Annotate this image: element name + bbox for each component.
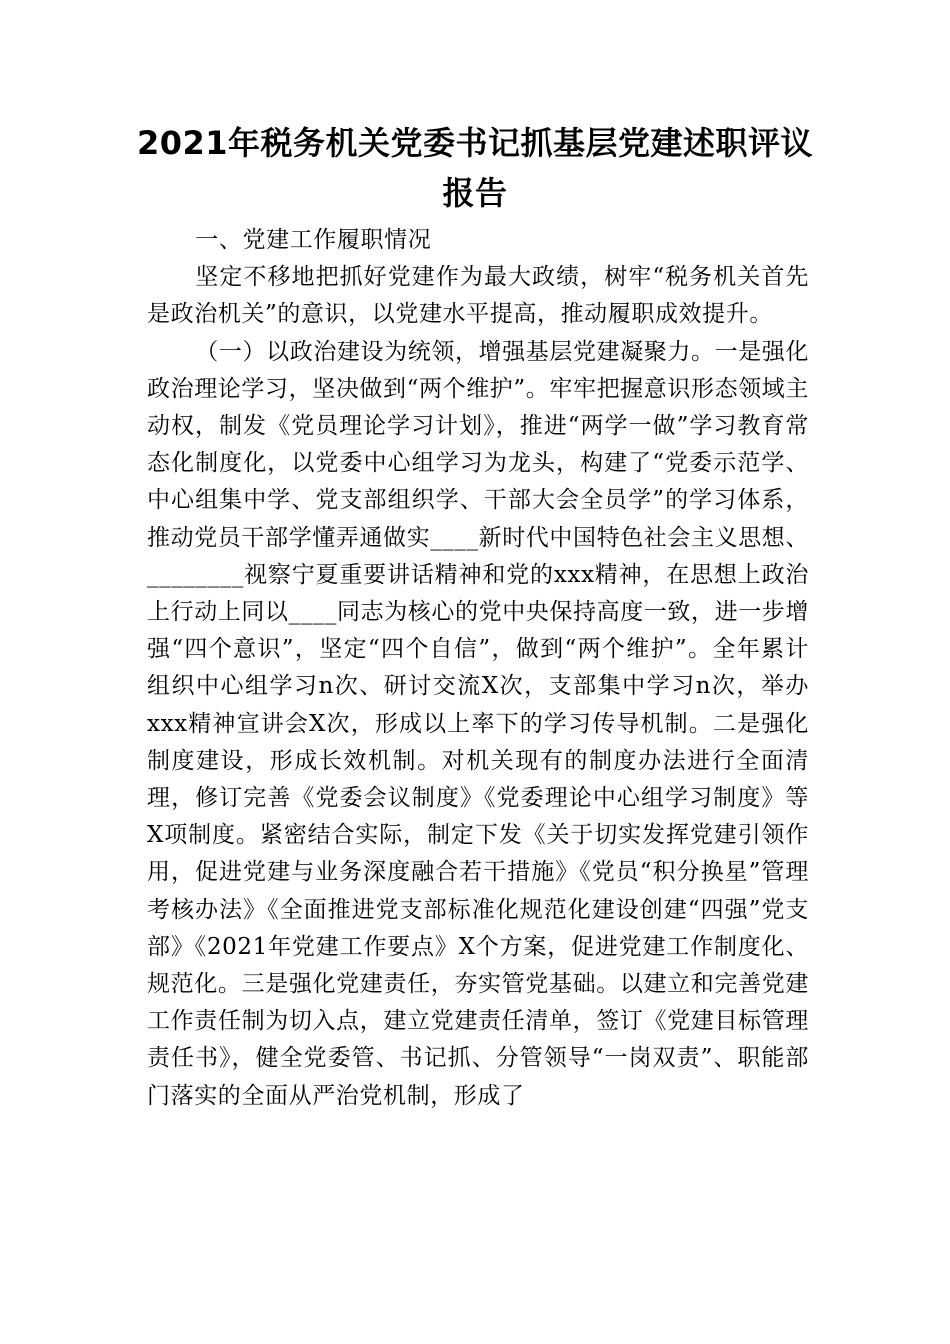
body-paragraph: （一）以政治建设为统领，增强基层党建凝聚力。一是强化政治理论学习，坚决做到“两个维护”。牢牢把握意识形态领域主动权，制发《党员理论学习计划》，推进“两学一做”学习教育常态化制度化，以党委中心组学习为龙头，构建了“党委示范学、中心组集中学、党支部组织学、干部大会全员学”的学习体系，推动党员干部学懂弄通做实____新时代中国特色社会主义思想、________视察宁夏重要讲话精神和党的xxx精神，在思想上政治上行动上同以____同志为核心的党中央保持高度一致，进一步增强“四个意识”，坚定“四个自信”，做到“两个维护”。全年累计组织中心组学习n次、研讨交流X次，支部集中学习n次，举办xxx精神宣讲会X次，形成以上率下的学习传导机制。二是强化制度建设，形成长效机制。对机关现有的制度办法进行全面清理，修订完善《党委会议制度》《党委理论中心组学习制度》等X项制度。紧密结合实际，制定下发《关于切实发挥党建引领作用，促进党建与业务深度融合若干措施》《党员“积分换星”管理考核办法》《全面推进党支部标准化规范化建设创建“四强”党支部》《2021年党建工作要点》X个方案，促进党建工作制度化、规范化。三是强化党建责任，夯实管党基础。以建立和完善党建工作责任制为切入点，建立党建责任清单，签订《党建目标管理责任书》，健全党委管、书记抓、分管领导“一岗双责”、职能部门落实的全面从严治党机制，形成了	[147, 338, 809, 1109]
document-title: 2021年税务机关党委书记抓基层党建述职评议报告	[136, 124, 814, 212]
section-heading: 一、党建工作履职情况	[195, 227, 432, 253]
document-body	[147, 222, 809, 1115]
body-paragraph: 坚定不移地把抓好党建作为最大政绩，树牢“税务机关首先是政治机关”的意识，以党建水平提高，推动履职成效提升。	[147, 264, 809, 328]
